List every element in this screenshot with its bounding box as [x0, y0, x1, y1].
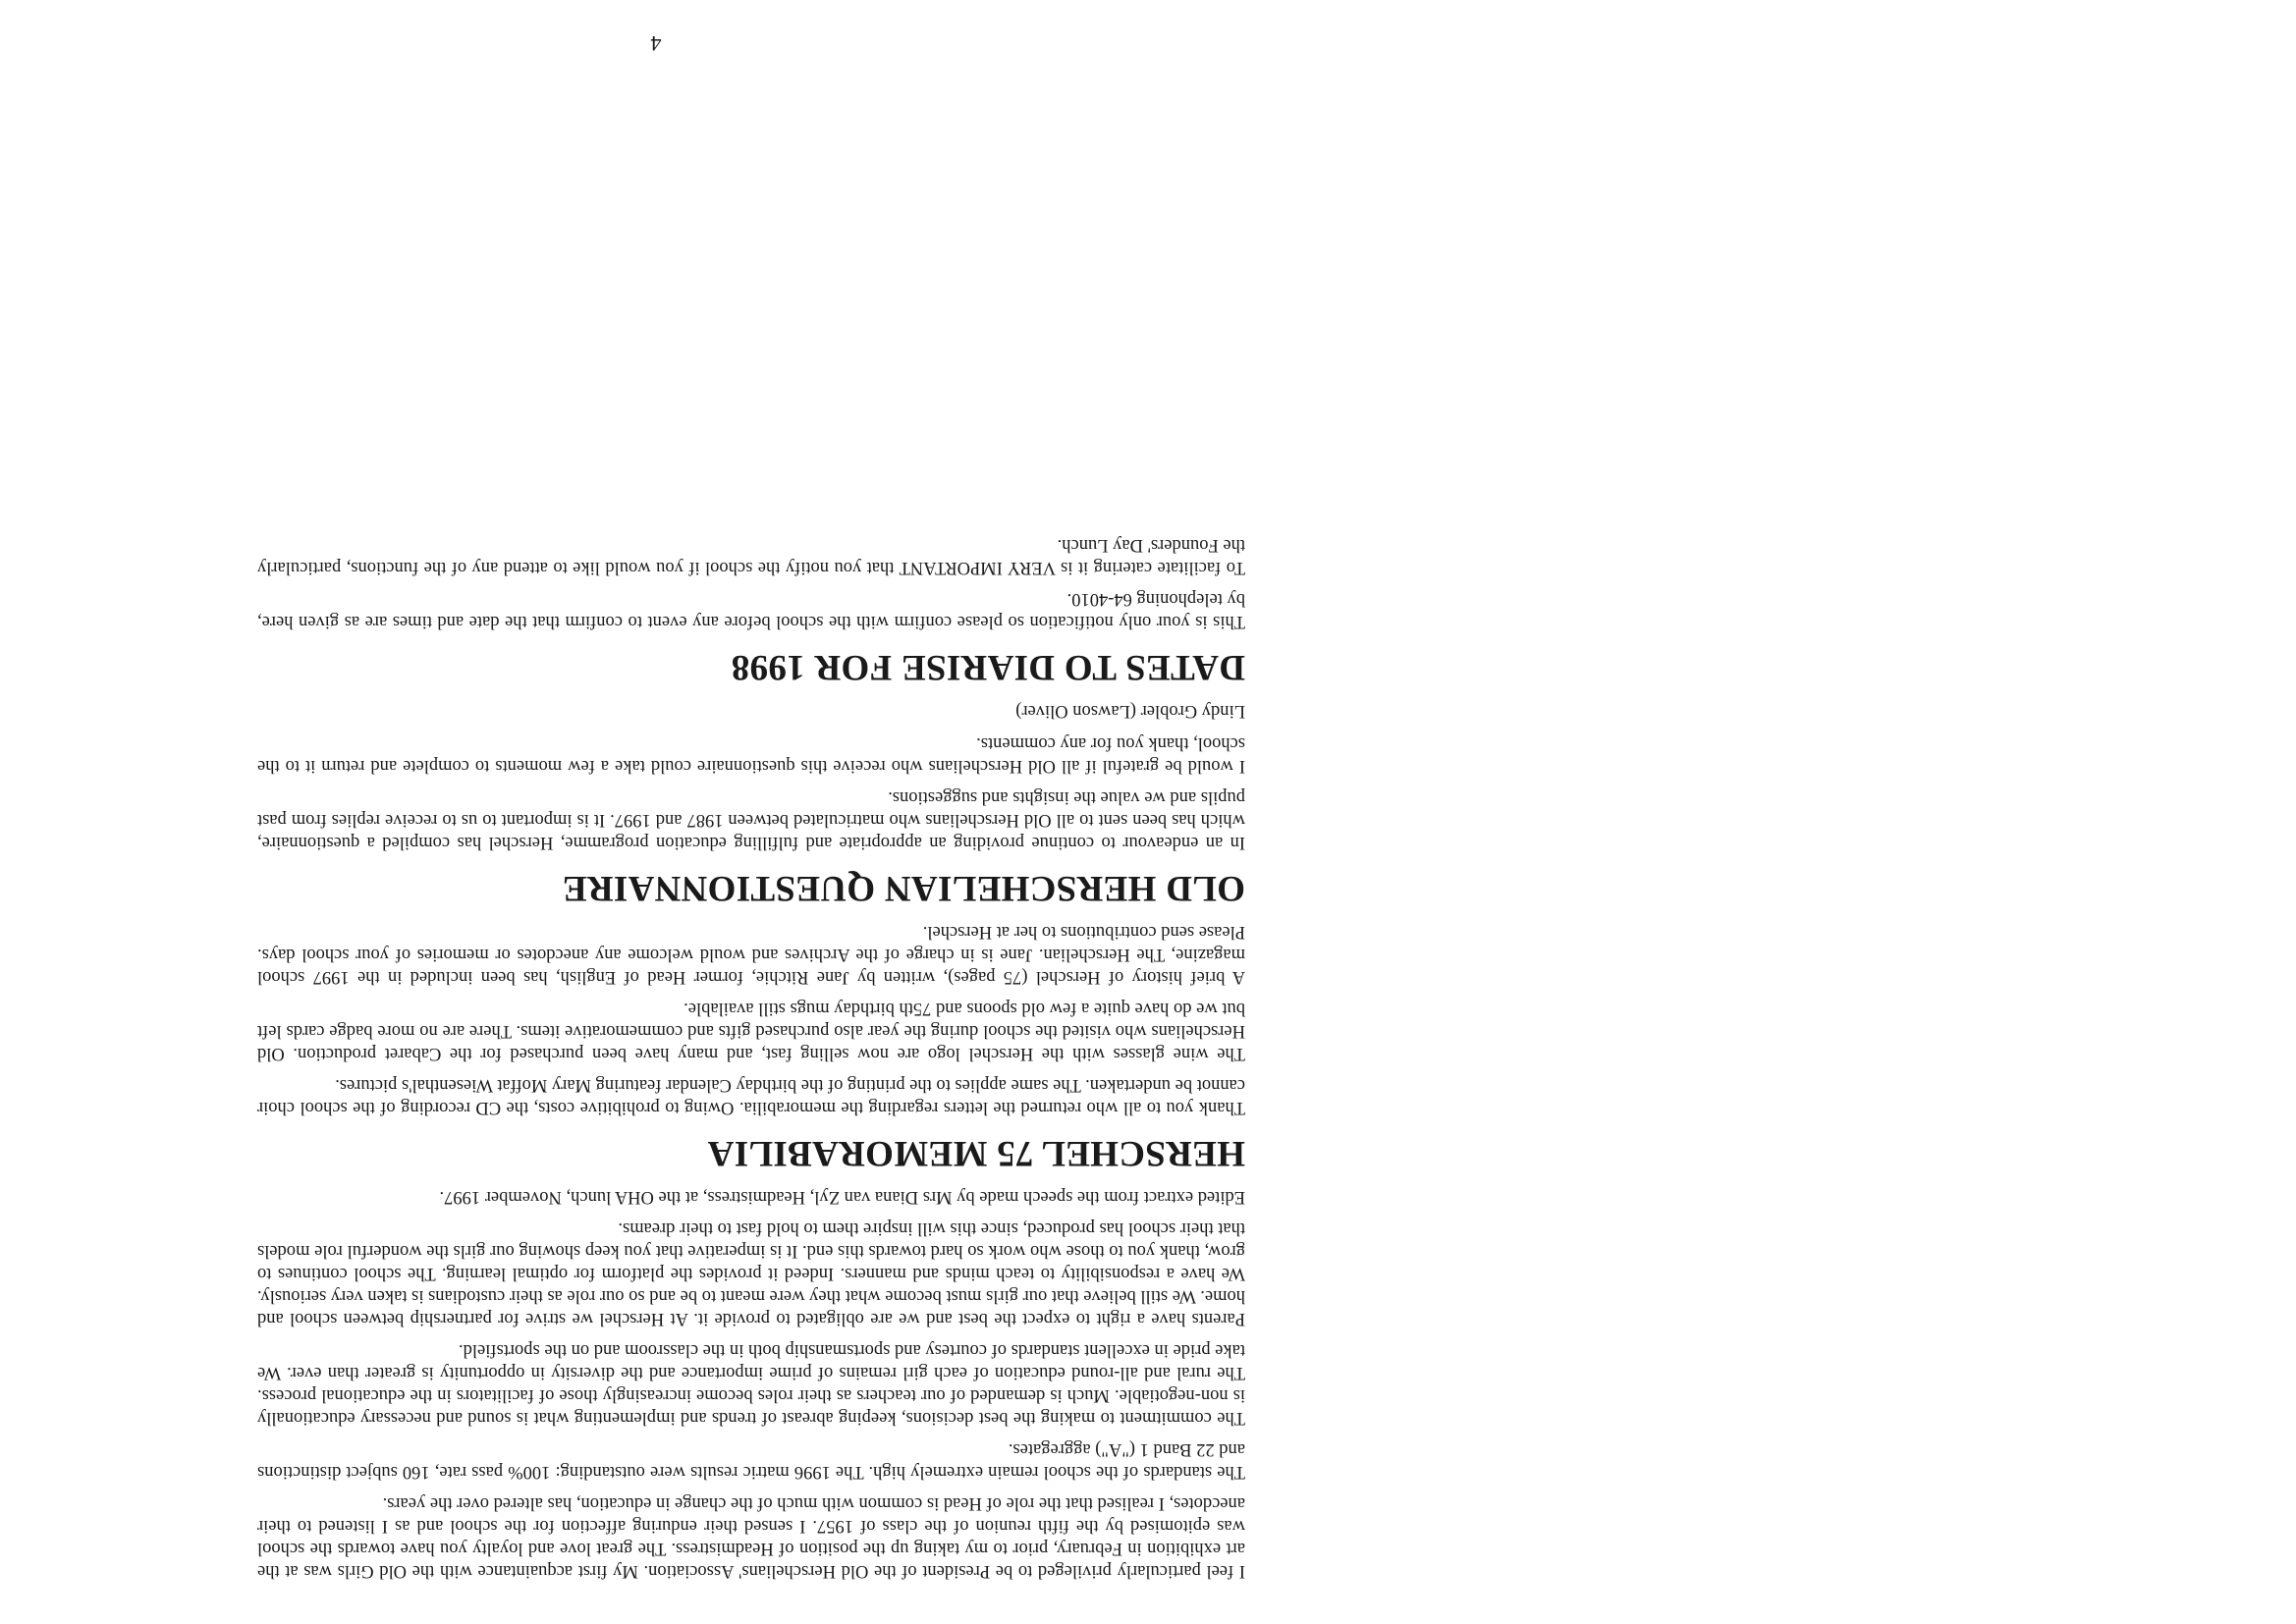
president-paragraph-1: I feel particularly privileged to be President of the Old Herschelians' Association. My first acquaintance with the Old Girls was at the art exhibition in February, prior to my taking up the position of Headmistress. The great love and loyalty you have towards the school was epitomised by the fifth reunion of the class of 1957. I sensed their enduring affection for the school and as I listened to their anecdotes, I realised that the role of Head is common with much of the change in education, has altered over the years. — [257, 1493, 1245, 1581]
text-column — [257, 524, 1245, 1582]
memorabilia-heading: HERSCHEL 75 MEMORABILIA — [707, 1133, 1245, 1173]
dates-paragraph-1: This is your only notification so please confirm with the school before any event to confirm that the date and times are as given here, by telephoning 64-4010. — [257, 589, 1245, 631]
dates-paragraph-2: To facilitate catering it is VERY IMPORTANT that you notify the school if you would like to attend any of the functions, particularly the Founders' Day Lunch. — [257, 535, 1245, 577]
president-paragraph-4: Parents have a right to expect the best and we are obligated to provide it. At Herschel we strive for partnership between school and home. We still believe that our girls must become what they were meant to be and so our role as their custodians is taken very seriously. We have a responsibility to teach minds and manners. Indeed it provides the platform for optimal learning. The school continues to grow, thank you to those who work so hard towards this end. It is imperative that you keep showing our girls the wonderful role models that their school has produced, since this will inspire them to hold fast to their dreams. — [257, 1218, 1245, 1328]
president-paragraph-2: The standards of the school remain extremely high. The 1996 matric results were outstanding: 100% pass rate, 160 subject distinctions and 22 Band 1 ("A") aggregates. — [257, 1439, 1245, 1482]
questionnaire-paragraph-2: I would be grateful if all Old Herschelians who receive this questionnaire could take a few moments to complete and return it to the school, thank you for any comments. — [257, 733, 1245, 776]
questionnaire-paragraph-1: In an endeavour to continue providing an appropriate and fulfilling education programme, Herschel has compiled a questionnaire, which has been sent to all Old Herschelians who matriculated between 1987 and 1997. It is important to us to receive replies from past pupils and we value the insights and suggestions. — [257, 787, 1245, 852]
president-paragraph-3: The commitment to making the best decisions, keeping abreast of trends and implementing what is sound and necessary educationally is non-negotiable. Much is demanded of our teachers as their roles become increasingly those of facilitators in the educational process. The rural and all-round education of each girl remains of prime importance and the diversity in opportunity is greater than ever. We take pride in excellent standards of courtesy and sportsmanship both in the classroom and on the sportsfield. — [257, 1340, 1245, 1428]
memorabilia-paragraph-1: Thank you to all who returned the letters regarding the memorabilia. Owing to prohibitive costs, the CD recording of the school choir cannot be undertaken. The same applies to the printing of the birthday Calendar featuring Mary Moffat Wiesenthal's pictures. — [257, 1075, 1245, 1117]
dates-heading: DATES TO DIARISE FOR 1998 — [731, 647, 1245, 687]
questionnaire-signature: Lindy Grobler (Lawson Oliver) — [1015, 701, 1245, 721]
memorabilia-paragraph-2: The wine glasses with the Herschel logo are now selling fast, and many have been purchased for the Cabaret production. Old Herschelians who visited the school during the year also purchased gifts and commemorative items. There are no more badge cards left but we do have quite a few old spoons and 75th birthday mugs still available. — [257, 999, 1245, 1063]
memorabilia-paragraph-3: A brief history of Herschel (75 pages), written by Jane Ritchie, former Head of English, has been included in the 1997 school magazine, The Herschelian. Jane is in charge of the Archives and would welcome any anecdotes or memories of your school days. Please send contributions to her at Herschel. — [257, 922, 1245, 987]
questionnaire-heading: OLD HERSCHELIAN QUESTIONNAIRE — [562, 868, 1245, 908]
speech-attribution: Edited extract from the speech made by Mrs Diana van Zyl, Headmistress, at the OHA lunch, November 1997. — [439, 1187, 1245, 1207]
page-number: 4 — [650, 31, 662, 56]
